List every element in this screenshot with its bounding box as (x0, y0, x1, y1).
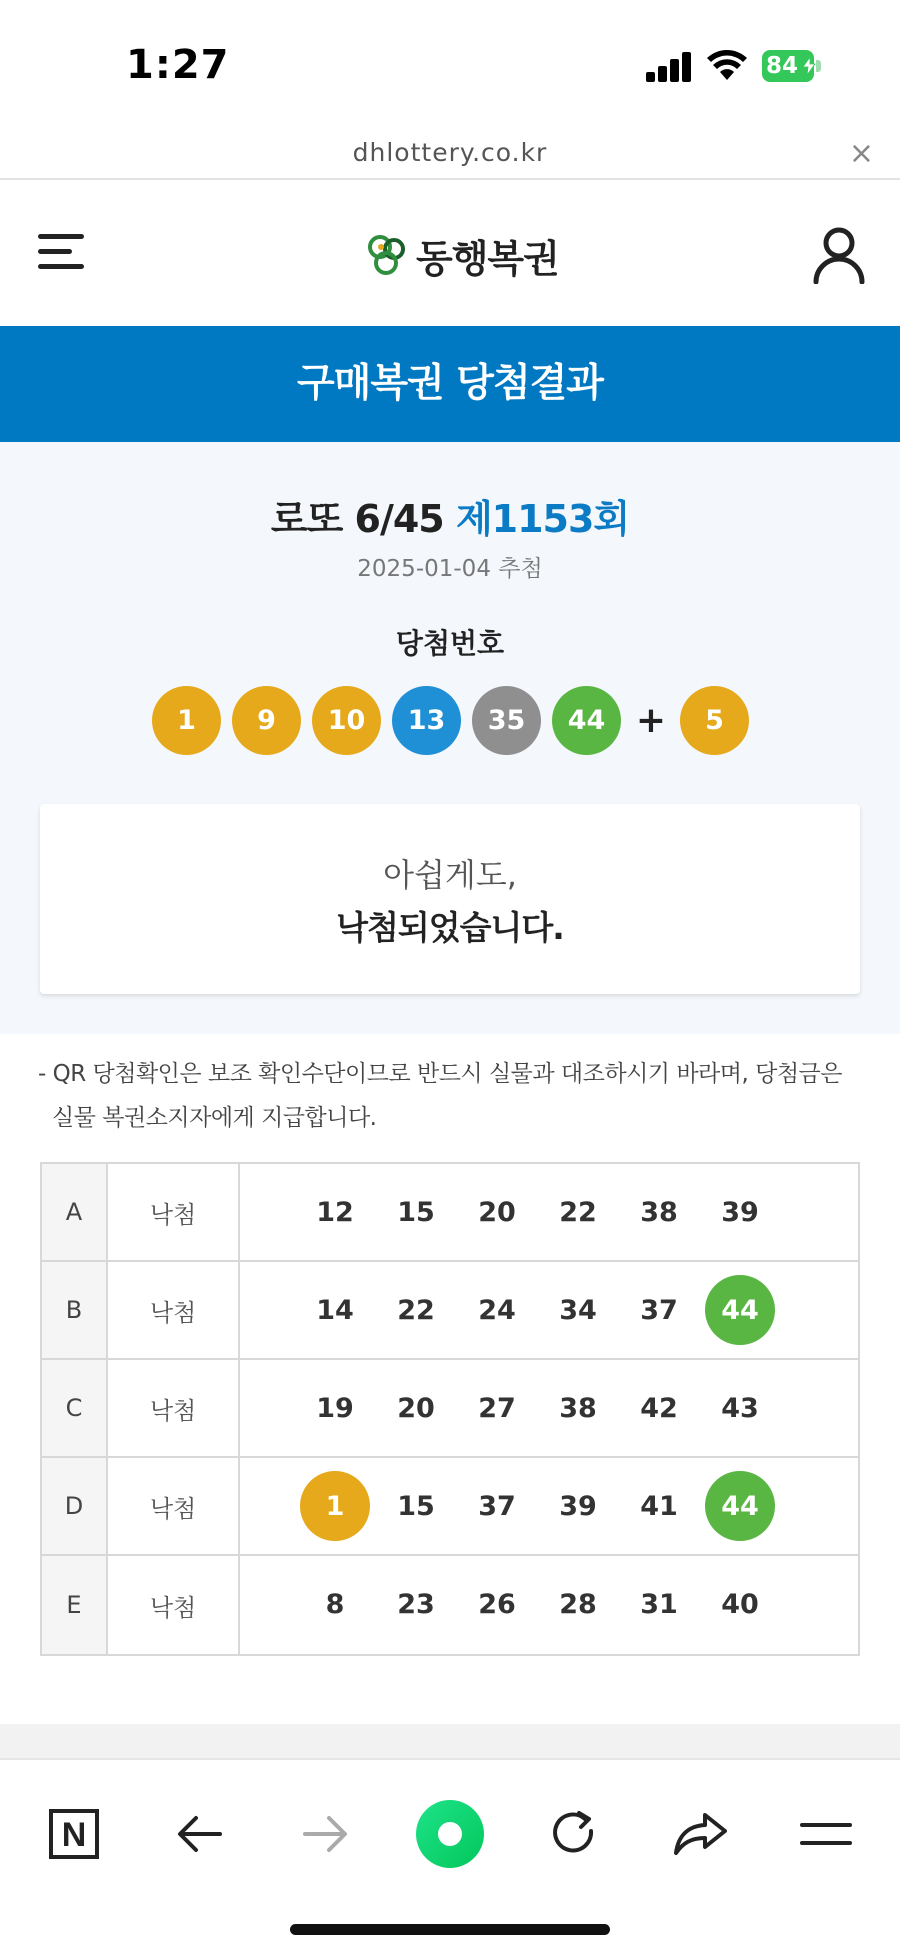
game-numbers (240, 1360, 858, 1456)
ticket-number: 39 (721, 1196, 759, 1228)
game-letter: E (42, 1556, 108, 1654)
game-numbers (240, 1164, 858, 1260)
close-icon[interactable]: × (848, 136, 874, 171)
reload-icon[interactable] (534, 1794, 614, 1874)
winning-ball: 35 (472, 686, 541, 755)
share-icon[interactable] (660, 1794, 740, 1874)
status-time: 1:27 (126, 42, 230, 88)
winning-ball: 9 (232, 686, 301, 755)
ticket-number: 26 (478, 1588, 516, 1620)
winning-numbers-label: 당첨번호 (395, 627, 505, 660)
hamburger-icon[interactable] (38, 234, 84, 270)
ticket-number: 23 (397, 1588, 435, 1620)
game-status: 낙첨 (108, 1458, 240, 1554)
ticket-number: 44 (705, 1471, 775, 1541)
cellular-signal-icon (646, 52, 692, 82)
ticket-number: 27 (478, 1392, 516, 1424)
address-bar[interactable] (0, 130, 900, 180)
naver-letter: N (61, 1816, 87, 1854)
game-letter: C (42, 1360, 108, 1456)
battery-icon (762, 50, 820, 82)
ticket-number: 22 (559, 1196, 597, 1228)
site-logo[interactable] (364, 230, 559, 280)
table-row (42, 1262, 858, 1360)
ticket-number: 44 (705, 1275, 775, 1345)
site-header (0, 182, 900, 326)
home-indicator (290, 1924, 610, 1935)
plus-sign: + (635, 699, 667, 741)
game-numbers (240, 1556, 858, 1654)
page-banner (0, 326, 900, 442)
ticket-number: 34 (559, 1294, 597, 1326)
ticket-number: 15 (397, 1196, 435, 1228)
ticket-number: 42 (640, 1392, 678, 1424)
table-row (42, 1458, 858, 1556)
ticket-number: 41 (640, 1490, 678, 1522)
game-letter: B (42, 1262, 108, 1358)
result-section (0, 442, 900, 1034)
browser-toolbar (0, 1758, 900, 1951)
user-icon[interactable] (812, 226, 866, 284)
page-title: 구매복권 당첨결과 (297, 361, 603, 406)
result-message-line2: 낙첨되었습니다. (336, 908, 564, 947)
ticket-number: 20 (397, 1392, 435, 1424)
ticket-number: 22 (397, 1294, 435, 1326)
table-row (42, 1556, 858, 1654)
game-letter: A (42, 1164, 108, 1260)
ticket-number: 37 (640, 1294, 678, 1326)
ticket-number: 20 (478, 1196, 516, 1228)
ticket-number: 31 (640, 1588, 678, 1620)
round-number: 제1153회 (455, 497, 630, 541)
draw-date: 2025-01-04 추첨 (357, 556, 543, 582)
naver-n-icon[interactable] (34, 1794, 114, 1874)
game-status: 낙첨 (108, 1164, 240, 1260)
table-row (42, 1164, 858, 1262)
ticket-number: 43 (721, 1392, 759, 1424)
forward-arrow-icon[interactable] (285, 1794, 365, 1874)
ticket-number: 28 (559, 1588, 597, 1620)
ticket-number: 12 (316, 1196, 354, 1228)
green-dot-icon[interactable] (410, 1794, 490, 1874)
ticket-table (40, 1162, 860, 1656)
ticket-number: 40 (721, 1588, 759, 1620)
ticket-number: 14 (316, 1294, 354, 1326)
ticket-number: 8 (325, 1588, 345, 1620)
game-status: 낙첨 (108, 1360, 240, 1456)
table-row (42, 1360, 858, 1458)
winning-ball: 13 (392, 686, 461, 755)
status-bar (0, 0, 900, 130)
ticket-number: 1 (300, 1471, 370, 1541)
ticket-number: 38 (559, 1392, 597, 1424)
game-status: 낙첨 (108, 1556, 240, 1654)
winning-ball: 44 (552, 686, 621, 755)
winning-numbers (152, 685, 760, 755)
game-letter: D (42, 1458, 108, 1554)
wifi-icon (706, 48, 748, 82)
page-footer (0, 1724, 900, 1758)
game-name: 로또 6/45 (270, 497, 444, 541)
ticket-number: 39 (559, 1490, 597, 1522)
ticket-number: 38 (640, 1196, 678, 1228)
qr-notice: - QR 당첨확인은 보조 확인수단이므로 반드시 실물과 대조하시기 바라며, 당첨금은 실물 복권소지자에게 지급합니다. (38, 1061, 842, 1131)
result-message-line1: 아쉽게도, (383, 856, 517, 894)
ticket-number: 15 (397, 1490, 435, 1522)
bonus-ball: 5 (680, 686, 749, 755)
logo-text: 동행복권 (416, 236, 559, 281)
logo-clover-icon (364, 233, 408, 277)
url-text[interactable]: dhlottery.co.kr (352, 138, 548, 167)
round-title (0, 488, 900, 543)
result-message-card (40, 804, 860, 994)
back-arrow-icon[interactable] (160, 1794, 240, 1874)
winning-ball: 1 (152, 686, 221, 755)
ticket-number: 19 (316, 1392, 354, 1424)
ticket-number: 37 (478, 1490, 516, 1522)
winning-ball: 10 (312, 686, 381, 755)
battery-level: 84 (766, 53, 799, 79)
game-status: 낙첨 (108, 1262, 240, 1358)
game-numbers (240, 1262, 858, 1358)
game-numbers (240, 1458, 858, 1554)
menu-icon[interactable] (786, 1794, 866, 1874)
ticket-number: 24 (478, 1294, 516, 1326)
